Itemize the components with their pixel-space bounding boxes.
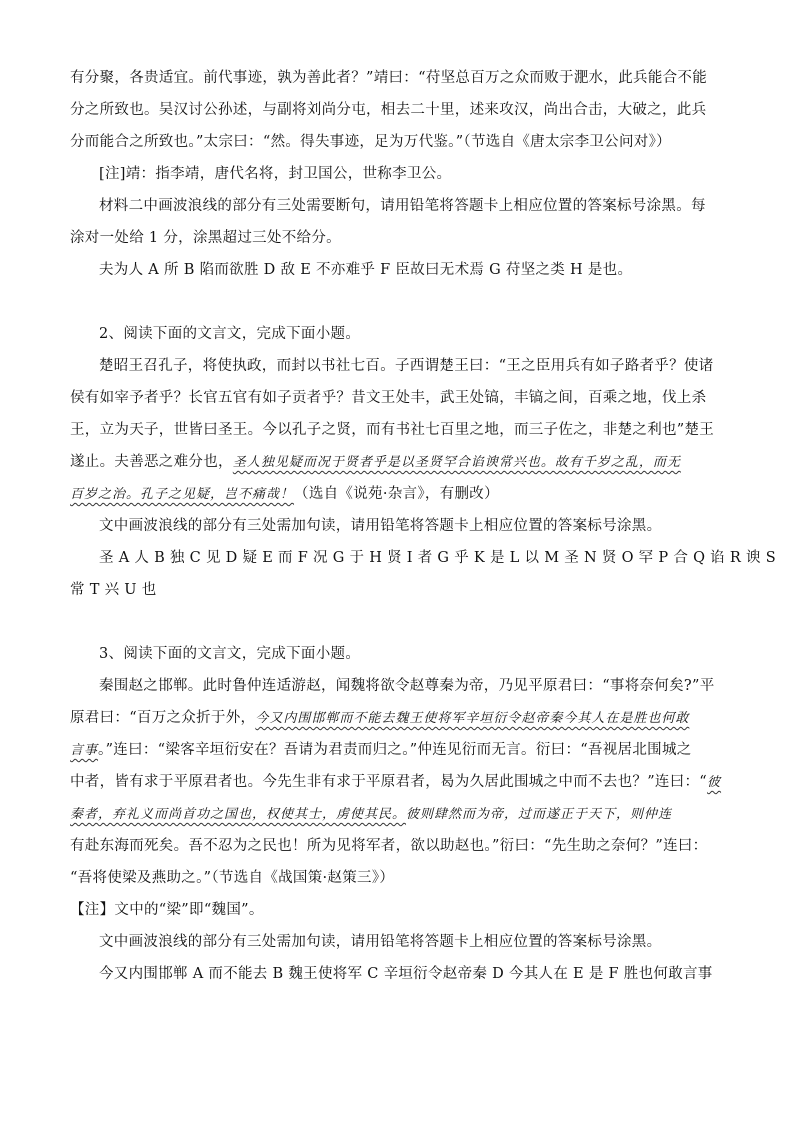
section-heading: 2、阅读下面的文言文，完成下面小题。 — [99, 326, 361, 342]
answer-options: 夫为人 A 所 B 陷而欲胜 D 敌 E 不亦难乎 F 臣故曰无术焉 G 苻坚之类 H 是也。 — [99, 262, 633, 278]
plain-text: 遂止。夫善恶之难分也， — [70, 454, 233, 470]
question-text: 文中画波浪线的部分有三处需加句读，请用铅笔将答题卡上相应位置的答案标号涂黑。 — [99, 518, 662, 534]
passage-line: 侯有如宰予者乎？长官五官有如子贡者乎？昔文王处丰，武王处镐，丰镐之间，百乘之地，伐上杀 — [70, 390, 707, 406]
document-page — [70, 62, 776, 990]
source-citation: （选自《说苑·杂言》，有删改） — [294, 486, 499, 502]
answer-options: 常 T 兴 U 也 — [70, 582, 157, 598]
question-text: 文中画波浪线的部分有三处需加句读，请用铅笔将答题卡上相应位置的答案标号涂黑。 — [99, 934, 662, 950]
wavy-underlined-text: 今又内围邯郸而不能去魏王使将军辛垣衍令赵帝秦今其人在是胜也何敢 — [255, 711, 690, 726]
passage-line — [70, 766, 722, 798]
question-text: 材料二中画波浪线的部分有三处需要断句，请用铅笔将答题卡上相应位置的答案标号涂黑。每 — [99, 198, 706, 214]
passage-line: 楚昭王召孔子，将使执政，而封以书社七百。子西谓楚王曰：“王之臣用兵有如子路者乎？使诸 — [99, 358, 714, 374]
wavy-underlined-text: 圣人独见疑而况于贤者乎是以圣贤罕合谄谀常兴也。故有千岁之乱，而无 — [232, 455, 681, 470]
answer-options: 今又内围邯郸 A 而不能去 B 魏王使将军 C 辛垣衍令赵帝秦 D 今其人在 E 是 F 胜也何敢言事 — [99, 966, 713, 982]
passage-line — [70, 798, 722, 830]
passage-line: 分而能合之所致也。”太宗曰：“然。得失事迹，足为万代鉴。”（节选自《唐太宗李卫公问对》） — [70, 134, 671, 150]
passage-line: 有分聚，各贵适宜。前代事迹，孰为善此者？”靖曰：“苻坚总百万之众而败于淝水，此兵能合不能 — [70, 70, 708, 86]
passage-line — [70, 734, 722, 766]
passage-line: 分之所致也。吴汉讨公孙述，与副将刘尚分屯，相去二十里，述来攻汉，尚出合击，大破之，此兵 — [70, 102, 707, 118]
wavy-underlined-text: 秦者，弃礼义而尚首功之国也，权使其士，虏使其民。 — [70, 807, 407, 822]
passage-line: 王，立为天子，世皆曰圣王。今以孔子之贤，而有书社七百里之地，而三子佐之，非楚之利也”楚王 — [70, 422, 715, 438]
passage-line — [70, 478, 722, 510]
question-text: 涂对一处给 1 分，涂黑超过三处不给分。 — [70, 230, 341, 246]
plain-text: 。”连曰：“梁客辛垣衍安在？吾请为君责而归之。”仲连见衍而无言。衍曰：“吾视居北围城之 — [98, 742, 692, 758]
passage-line: 秦围赵之邯郸。此时鲁仲连适游赵，闻魏将欲令赵尊秦为帝，乃见平原君曰：“事将奈何矣?”平 — [99, 678, 715, 694]
plain-text: 中者，皆有求于平原君者也。今先生非有求于平原君者，曷为久居此围城之中而不去也？”连曰：“ — [70, 774, 708, 790]
passage-line: “吾将使梁及燕助之。”（节选自《战国策·赵策三》） — [70, 870, 395, 886]
wavy-underlined-text: 言事 — [70, 743, 99, 758]
passage-line: 有赴东海而死矣。吾不忍为之民也！所为见将军者，欲以助赵也。”衍曰：“先生助之奈何？”连曰： — [70, 838, 708, 854]
section-heading: 3、阅读下面的文言文，完成下面小题。 — [99, 646, 361, 662]
passage-line — [70, 446, 722, 478]
wavy-underlined-text: 百岁之治。孔子之见疑，岂不痛哉！ — [70, 487, 295, 502]
plain-text: 原君曰：“百万之众折于外， — [70, 710, 256, 726]
annotation-note: [注]靖：指李靖，唐代名将，封卫国公，世称李卫公。 — [99, 166, 452, 182]
answer-options: 圣 A 人 B 独 C 见 D 疑 E 而 F 况 G 于 H 贤 I 者 G 乎 K 是 L 以 M 圣 N 贤 O 罕 P 合 Q 谄 R 谀 S — [99, 550, 776, 566]
wavy-underlined-text: 彼 — [707, 775, 722, 790]
passage-line — [70, 702, 722, 734]
annotation-note: 【注】文中的“梁”即“魏国”。 — [70, 902, 264, 918]
plain-italic-text: 彼则肆然而为帝，过而遂正于天下，则仲连 — [406, 807, 673, 822]
